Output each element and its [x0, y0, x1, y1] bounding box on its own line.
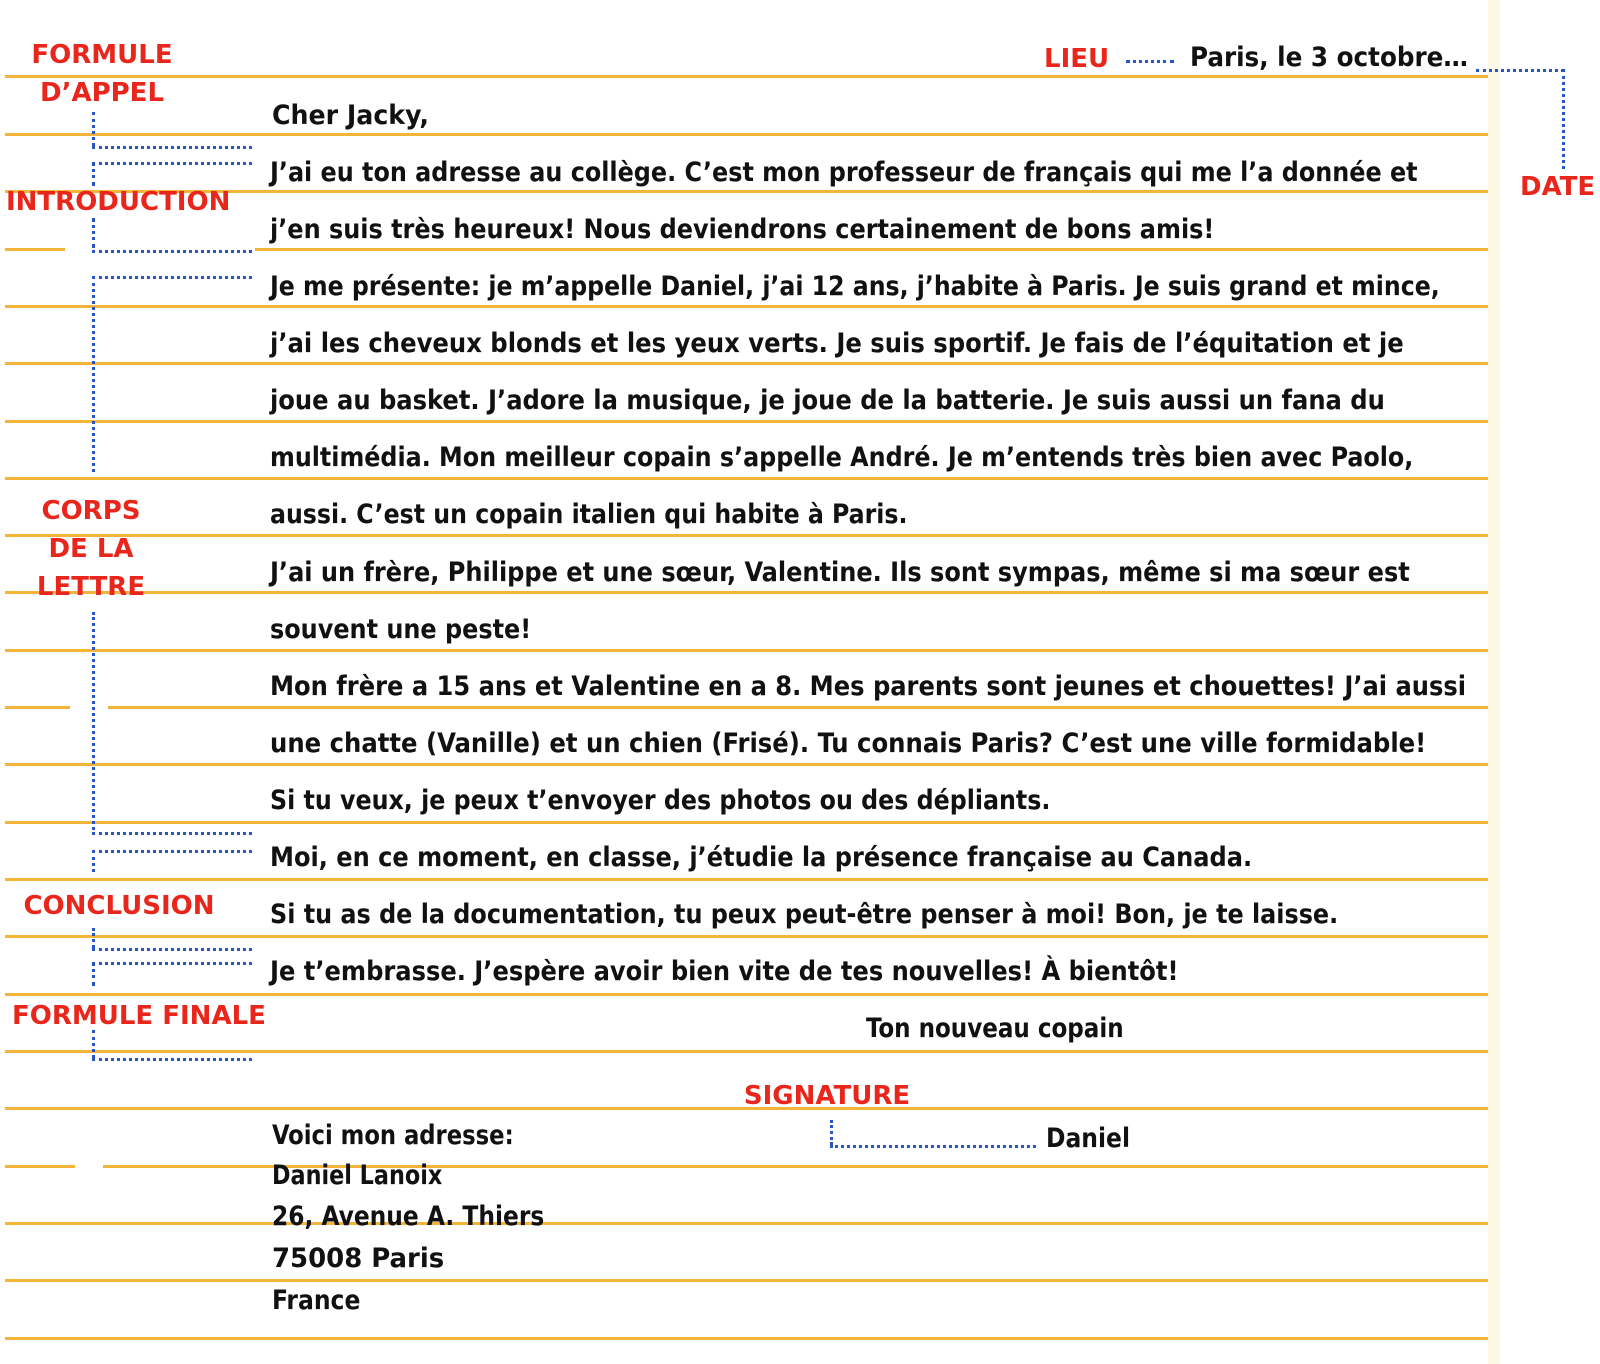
ruled-line: [5, 420, 1488, 423]
ruled-line: [5, 878, 1488, 881]
address-line: Voici mon adresse:: [272, 1120, 514, 1151]
address-line: France: [272, 1285, 361, 1316]
intro-line: j’en suis très heureux! Nous deviendrons certainement de bons amis!: [270, 214, 1215, 245]
closing-line: Je t’embrasse. J’espère avoir bien vite de tes nouvelles! À bientôt!: [270, 956, 1179, 987]
body-line: J’ai un frère, Philippe et une sœur, Valentine. Ils sont sympas, même si ma sœur est: [270, 557, 1410, 588]
label-date: DATE: [1520, 172, 1596, 202]
ruled-line: [5, 133, 1488, 136]
bracket-formule-finale: [92, 962, 95, 986]
ruled-line: [5, 477, 1488, 480]
ruled-line: [5, 75, 1488, 78]
bracket-formule-finale: [92, 1058, 252, 1061]
label-line: D’APPEL: [39, 78, 165, 108]
ruled-line: [5, 993, 1488, 996]
ruled-line: [5, 821, 1488, 824]
ruled-line: [5, 248, 65, 251]
label-conclusion: CONCLUSION: [23, 891, 215, 921]
bracket-introduction: [92, 250, 252, 253]
connector-date: [1476, 69, 1564, 72]
label-line: FORMULE: [31, 40, 173, 70]
label-formule-appel: [22, 36, 182, 112]
bracket-conclusion: [92, 850, 95, 872]
greeting: Cher Jacky,: [272, 100, 429, 131]
bracket-introduction: [92, 162, 252, 165]
bracket-formule-appel: [92, 146, 252, 149]
ruled-line: [5, 362, 1488, 365]
bracket-corps: [92, 612, 95, 830]
label-line: LETTRE: [36, 572, 146, 602]
connector-date: [1562, 69, 1565, 169]
bracket-conclusion: [92, 928, 95, 948]
connector-signature: [830, 1120, 833, 1145]
address-line: Daniel Lanoix: [272, 1160, 443, 1191]
ruled-line: [5, 1165, 75, 1168]
label-corps: [16, 492, 166, 606]
conclusion-line: Moi, en ce moment, en classe, j’étudie la présence française au Canada.: [270, 842, 1253, 873]
body-line: aussi. C’est un copain italien qui habite à Paris.: [270, 499, 908, 530]
address-line: 26, Avenue A. Thiers: [272, 1201, 545, 1232]
body-line: j’ai les cheveux blonds et les yeux verts. Je suis sportif. Je fais de l’équitation et je: [270, 328, 1404, 359]
body-line: Si tu veux, je peux t’envoyer des photos ou des dépliants.: [270, 785, 1051, 816]
label-formule-finale: FORMULE FINALE: [12, 1001, 266, 1031]
body-line: multimédia. Mon meilleur copain s’appelle André. Je m’entends très bien avec Paolo,: [270, 442, 1414, 473]
paper-edge: [1488, 0, 1500, 1364]
bracket-corps: [92, 276, 252, 279]
body-line: Je me présente: je m’appelle Daniel, j’ai 12 ans, j’habite à Paris. Je suis grand et mince,: [270, 271, 1440, 302]
ruled-line: [5, 763, 1488, 766]
label-lieu: LIEU: [1044, 44, 1110, 74]
bracket-conclusion: [92, 850, 252, 853]
bracket-corps: [92, 832, 252, 835]
body-line: souvent une peste!: [270, 614, 532, 645]
ruled-line: [255, 248, 1488, 251]
bracket-formule-finale: [92, 962, 252, 965]
ruled-line: [5, 649, 1488, 652]
ruled-line: [5, 534, 1488, 537]
bracket-formule-appel: [92, 112, 95, 146]
ruled-line: [5, 1337, 1488, 1340]
place-date: Paris, le 3 octobre…: [1190, 42, 1469, 73]
ruled-line: [5, 935, 1488, 938]
sign-off: Ton nouveau copain: [866, 1013, 1124, 1044]
ruled-line: [5, 591, 1488, 594]
label-introduction: INTRODUCTION: [6, 187, 231, 217]
conclusion-line: Si tu as de la documentation, tu peux peut-être penser à moi! Bon, je te laisse.: [270, 899, 1339, 930]
ruled-line: [5, 706, 70, 709]
connector-signature: [830, 1145, 1036, 1148]
bracket-corps: [92, 276, 95, 472]
label-signature: SIGNATURE: [743, 1081, 911, 1111]
ruled-line: [5, 1279, 1488, 1282]
body-line: une chatte (Vanille) et un chien (Frisé). Tu connais Paris? C’est une ville formidable!: [270, 728, 1427, 759]
label-line: CORPS: [41, 496, 141, 526]
signature: Daniel: [1046, 1123, 1130, 1154]
connector-lieu: [1126, 60, 1174, 63]
ruled-line: [5, 1222, 1488, 1225]
ruled-line: [108, 706, 1488, 709]
bracket-introduction: [92, 218, 95, 248]
label-line: DE LA: [48, 534, 134, 564]
ruled-line: [5, 1050, 1488, 1053]
address-line: 75008 Paris: [272, 1243, 445, 1274]
intro-line: J’ai eu ton adresse au collège. C’est mon professeur de français qui me l’a donnée et: [270, 157, 1418, 188]
body-line: Mon frère a 15 ans et Valentine en a 8. Mes parents sont jeunes et chouettes! J’ai aussi: [270, 671, 1467, 702]
bracket-conclusion: [92, 948, 252, 951]
body-line: joue au basket. J’adore la musique, je joue de la batterie. Je suis aussi un fana du: [270, 385, 1385, 416]
ruled-line: [5, 305, 1488, 308]
